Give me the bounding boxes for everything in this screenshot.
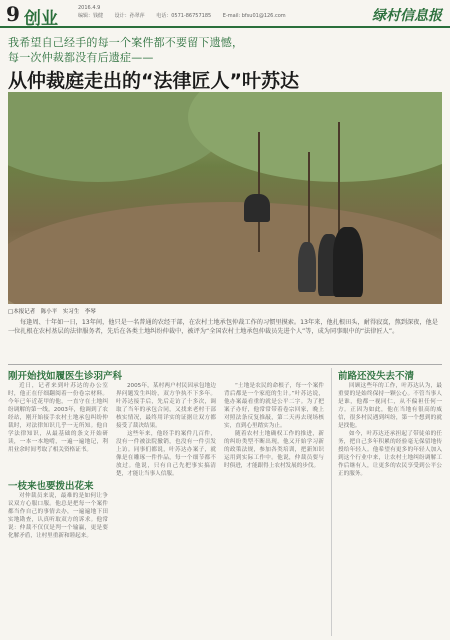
byline: □本报记者 陈小平 实习生 李琴	[8, 309, 96, 315]
article-column	[338, 382, 442, 637]
article-column	[224, 382, 324, 637]
page-number: 9	[6, 2, 20, 26]
article-column	[116, 382, 216, 637]
phone: 电话：0571-86757185	[156, 13, 212, 19]
editor: 编辑：钱健	[78, 13, 104, 19]
headline: 从仲裁庭走出的“法律匠人”叶苏达	[8, 70, 299, 92]
article-column	[8, 492, 108, 637]
page-header	[0, 0, 450, 28]
photo-person	[244, 194, 270, 222]
issue-date: 2016.4.9	[78, 5, 101, 11]
article-paragraph: 对仲裁员来说，最难的是如何让争议双方心服口服。他总是把每一个案件都当作自己的事情去办，一遍遍地下田实地勘查，认真听取双方的诉求。他常说：仲裁不仅仅是判一个输赢，更是要化解矛盾，让村里重新和睦起来。	[8, 493, 108, 539]
article-paragraph: 回顾这些年的工作，叶苏达认为，最重要的是始终保持一颗公心。不管当事人是谁，他都一视同仁，从不偏袒任何一方。正因为如此，他在当地有很高的威信，很多村民遇到纠纷，第一个想到的就是找他。	[338, 383, 442, 429]
section-heading: 前路还没失去不清	[338, 371, 415, 382]
designer: 设计：孙翠萍	[114, 13, 145, 19]
section-heading: 一枝来也要拨出花来	[8, 481, 94, 492]
section-title: 创业	[24, 9, 58, 29]
intro-paragraph: 每逢周、十年如一日，13年间，他只是一名普通的农经干部，在农村土地承包仲裁工作的习惯里摸索。13年来，他扎根田头，耐得寂寞，熬到深夜，他是一位扎根在农村基层的法律服务者，先后在各类土地纠纷仲裁中，被评为“全国农村土地承包仲裁员先进个人”等，成为同事眼中的“法律匠人”。	[8, 319, 438, 335]
article-photo	[8, 92, 442, 304]
divider	[8, 364, 442, 365]
article-column	[8, 382, 108, 474]
article-paragraph: “土地是农民的命根子，每一个案件背后都是一个家庭的生计。”叶苏达说，他办案最看重的就是公平二字。为了把案子办好，他常常带着卷宗回家，晚上对照法条反复推敲，第二天再去现场核实，直到心里踏实为止。	[224, 383, 324, 429]
photo-field	[8, 202, 442, 304]
article-paragraph: 如今，叶苏达还承担起了带徒弟的任务，把自己多年积累的经验毫无保留地传授给年轻人。他希望有更多的年轻人加入到这个行业中来，让农村土地纠纷调解工作后继有人，让更多的农民享受到公平公正的服务。	[338, 431, 442, 477]
article-paragraph: 近日，记者来到叶苏达的办公室时，他正在仔细翻阅着一份卷宗材料。今年已年近花甲的他，一直守在土地纠纷调解的第一线。2003年，他调到了农经站，刚开始接手农村土地承包纠纷仲裁时，对法律知识几乎一无所知。他自学法律知识，从最基础的条文开始研读，一本一本地啃，一遍一遍地记，利用业余时间考取了相关资格证书。	[8, 383, 108, 453]
subheadline-line1: 我希望自己经手的每一个案件都不要留下遗憾，	[8, 36, 244, 49]
header-meta	[78, 4, 296, 20]
photo-tree	[308, 152, 310, 252]
column-divider	[331, 368, 332, 636]
subheadline-line2: 每一次仲裁都没有后遗症——	[8, 51, 154, 64]
photo-hill	[188, 92, 442, 182]
email: E-mail: bfsu01@126.com	[222, 13, 286, 19]
article-paragraph: 这些年来，他经手的案件几百件，没有一件被法院撤销，也没有一件引发上访。同事们都说，叶苏达办案子，就像是在雕琢一件作品，每一个细节都不放过。他说，只有自己先把事实搞清楚，才能让当事人信服。	[116, 431, 216, 477]
section-heading: 刚开始找如履医生诊羽产科	[8, 371, 123, 382]
photo-person	[333, 227, 363, 297]
article-paragraph: 2005年，某村两户村民因承包地边界问题发生纠纷，双方争执不下多年。叶苏达接手后，先后走访了十多次，调取了当年的承包合同，又找来老村干部核实情况，最终用详实的证据让双方都接受了裁决结果。	[116, 383, 216, 429]
newspaper-logo: 绿村信息报	[372, 8, 442, 24]
photo-person	[298, 242, 316, 292]
photo-tree	[258, 132, 260, 252]
article-paragraph: 随着农村土地确权工作的推进，新的纠纷类型不断出现，他又开始学习新的政策法规，参加各类培训，把新知识运用到实际工作中。他说，仲裁员要与时俱进，才能跟得上农村发展的步伐。	[224, 431, 324, 469]
